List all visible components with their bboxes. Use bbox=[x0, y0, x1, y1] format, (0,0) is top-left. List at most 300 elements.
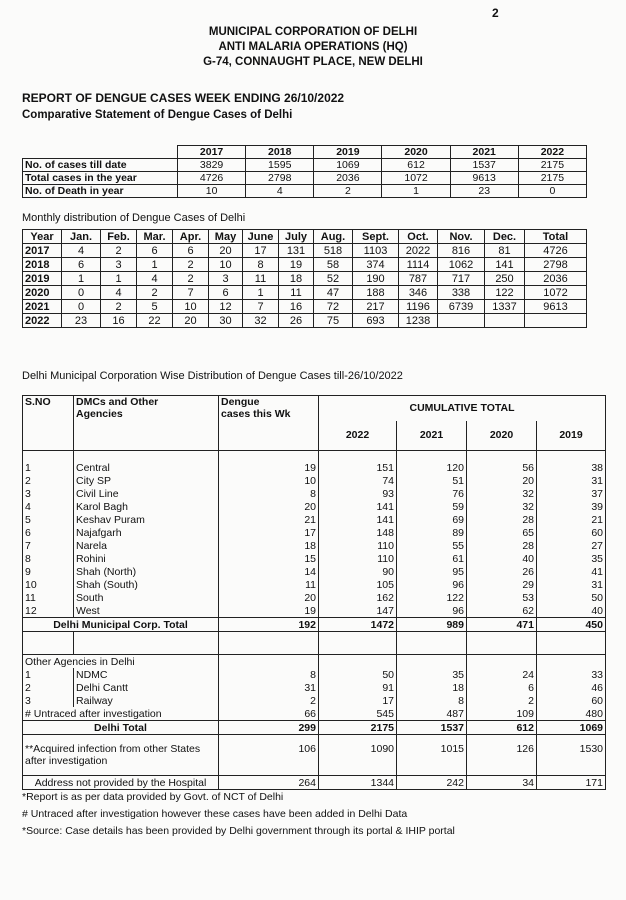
table-cell: 89 bbox=[397, 526, 467, 539]
month-header: Oct. bbox=[399, 230, 438, 244]
table-cell: 19 bbox=[219, 604, 319, 618]
comparative-table bbox=[22, 145, 587, 198]
agency-name: Shah (North) bbox=[74, 565, 219, 578]
row-label: Delhi Total bbox=[23, 721, 219, 735]
table-cell: 2798 bbox=[525, 258, 587, 272]
year-header: 2022 bbox=[319, 421, 397, 451]
agency-name: Railway bbox=[74, 694, 219, 707]
table-cell: 0 bbox=[62, 286, 101, 300]
table-cell: 20 bbox=[467, 474, 537, 487]
table-cell: 0 bbox=[518, 185, 586, 198]
table-cell: 35 bbox=[537, 552, 606, 565]
monthly-title: Monthly distribution of Dengue Cases of Delhi bbox=[22, 212, 246, 224]
row-label: No. of Death in year bbox=[23, 185, 178, 198]
table-cell: 96 bbox=[397, 604, 467, 618]
table-cell: 38 bbox=[537, 461, 606, 474]
table-cell: 148 bbox=[319, 526, 397, 539]
table-cell: 471 bbox=[467, 618, 537, 632]
table-cell: 20 bbox=[219, 500, 319, 513]
table-cell: 66 bbox=[219, 707, 319, 721]
table-cell: 4 bbox=[101, 286, 137, 300]
table-cell: 6 bbox=[23, 526, 74, 539]
week-cases-header: Dengue cases this Wk bbox=[219, 396, 319, 451]
table-cell: 1103 bbox=[353, 244, 399, 258]
table-cell: 4726 bbox=[178, 172, 246, 185]
table-cell: 192 bbox=[219, 618, 319, 632]
month-header: July bbox=[279, 230, 314, 244]
table-cell: 2 bbox=[101, 300, 137, 314]
table-cell: 18 bbox=[397, 681, 467, 694]
year-header: 2018 bbox=[246, 146, 314, 159]
table-cell: 93 bbox=[319, 487, 397, 500]
table-cell: 2 bbox=[219, 694, 319, 707]
empty-cell bbox=[397, 655, 467, 669]
month-header: Dec. bbox=[485, 230, 525, 244]
table-cell: 1238 bbox=[399, 314, 438, 328]
table-cell: 8 bbox=[219, 668, 319, 681]
table-cell: 717 bbox=[438, 272, 485, 286]
table-cell: 69 bbox=[397, 513, 467, 526]
monthly-row bbox=[23, 272, 587, 286]
table-cell: 126 bbox=[467, 735, 537, 776]
table-cell: 31 bbox=[537, 474, 606, 487]
table-cell: 20 bbox=[173, 314, 209, 328]
empty-cell bbox=[537, 451, 606, 462]
table-cell: 23 bbox=[62, 314, 101, 328]
table-cell: 106 bbox=[219, 735, 319, 776]
table-cell: 16 bbox=[279, 300, 314, 314]
comparative-row bbox=[23, 159, 587, 172]
table-cell: 2798 bbox=[246, 172, 314, 185]
table-cell: 53 bbox=[467, 591, 537, 604]
dmc-header: DMCs and Other Agencies bbox=[74, 396, 219, 451]
footnotes bbox=[22, 791, 455, 842]
monthly-row bbox=[23, 314, 587, 328]
table-cell: 2 bbox=[23, 681, 74, 694]
monthly-row bbox=[23, 300, 587, 314]
table-row bbox=[23, 578, 606, 591]
table-row bbox=[23, 681, 606, 694]
table-cell: 1072 bbox=[382, 172, 450, 185]
table-cell: 10 bbox=[178, 185, 246, 198]
agency-name: Civil Line bbox=[74, 487, 219, 500]
table-cell: 1 bbox=[382, 185, 450, 198]
table-cell: 76 bbox=[397, 487, 467, 500]
table-cell: 20 bbox=[219, 591, 319, 604]
acquired-row bbox=[23, 735, 606, 776]
table-cell: 1537 bbox=[450, 159, 518, 172]
table-row bbox=[23, 474, 606, 487]
year-header: 2019 bbox=[314, 146, 382, 159]
table-cell: 141 bbox=[485, 258, 525, 272]
table-cell: 3829 bbox=[178, 159, 246, 172]
table-cell: 693 bbox=[353, 314, 399, 328]
table-cell: 22 bbox=[137, 314, 173, 328]
table-cell: 1114 bbox=[399, 258, 438, 272]
table-row bbox=[23, 604, 606, 618]
table-cell: 188 bbox=[353, 286, 399, 300]
comparative-title: Comparative Statement of Dengue Cases of Delhi bbox=[22, 109, 293, 121]
table-cell: 35 bbox=[397, 668, 467, 681]
table-cell: 1069 bbox=[537, 721, 606, 735]
table-cell: 91 bbox=[319, 681, 397, 694]
table-cell: 23 bbox=[450, 185, 518, 198]
table-cell: 2 bbox=[173, 272, 209, 286]
table-cell: 109 bbox=[467, 707, 537, 721]
table-cell bbox=[438, 314, 485, 328]
table-cell: 75 bbox=[314, 314, 353, 328]
agency-name: Rohini bbox=[74, 552, 219, 565]
table-cell: 6 bbox=[173, 244, 209, 258]
row-label: Total cases in the year bbox=[23, 172, 178, 185]
table-cell: 31 bbox=[219, 681, 319, 694]
table-cell: 2 bbox=[137, 286, 173, 300]
table-cell: 12 bbox=[209, 300, 243, 314]
table-cell: 72 bbox=[314, 300, 353, 314]
table-cell: 2175 bbox=[319, 721, 397, 735]
month-header: June bbox=[243, 230, 279, 244]
table-cell: 2 bbox=[101, 244, 137, 258]
table-cell: 141 bbox=[319, 513, 397, 526]
table-cell: 65 bbox=[467, 526, 537, 539]
monthly-row bbox=[23, 258, 587, 272]
table-row bbox=[23, 539, 606, 552]
agency-name: Shah (South) bbox=[74, 578, 219, 591]
month-header: Jan. bbox=[62, 230, 101, 244]
table-row bbox=[23, 461, 606, 474]
table-cell: 1072 bbox=[525, 286, 587, 300]
untraced-row bbox=[23, 707, 606, 721]
table-cell: 32 bbox=[467, 500, 537, 513]
table-cell: 60 bbox=[537, 694, 606, 707]
empty-cell bbox=[219, 655, 319, 669]
empty-cell bbox=[397, 451, 467, 462]
table-cell: 52 bbox=[314, 272, 353, 286]
year-label: 2018 bbox=[23, 258, 62, 272]
table-cell: 74 bbox=[319, 474, 397, 487]
table-cell: 4 bbox=[62, 244, 101, 258]
table-cell: 14 bbox=[219, 565, 319, 578]
agency-name: Keshav Puram bbox=[74, 513, 219, 526]
table-cell: 518 bbox=[314, 244, 353, 258]
table-cell: 2 bbox=[314, 185, 382, 198]
table-cell: 2175 bbox=[518, 172, 586, 185]
table-cell: 10 bbox=[219, 474, 319, 487]
empty-cell bbox=[467, 655, 537, 669]
table-cell: 3 bbox=[209, 272, 243, 286]
table-cell: 1 bbox=[137, 258, 173, 272]
comparative-row bbox=[23, 172, 587, 185]
table-cell: 37 bbox=[537, 487, 606, 500]
empty-cell bbox=[319, 632, 397, 655]
table-cell: 816 bbox=[438, 244, 485, 258]
monthly-table bbox=[22, 229, 587, 328]
month-header: Nov. bbox=[438, 230, 485, 244]
table-cell: 2175 bbox=[518, 159, 586, 172]
table-cell: 2 bbox=[467, 694, 537, 707]
table-cell: 1472 bbox=[319, 618, 397, 632]
table-cell: 19 bbox=[219, 461, 319, 474]
table-cell: 7 bbox=[23, 539, 74, 552]
agency-name: Delhi Cantt bbox=[74, 681, 219, 694]
table-cell: 1069 bbox=[314, 159, 382, 172]
year-header: 2017 bbox=[178, 146, 246, 159]
table-cell: 487 bbox=[397, 707, 467, 721]
comparative-row bbox=[23, 185, 587, 198]
year-header: 2019 bbox=[537, 421, 606, 451]
month-header: Apr. bbox=[173, 230, 209, 244]
table-cell: 8 bbox=[23, 552, 74, 565]
empty-cell bbox=[537, 632, 606, 655]
acquired-label-line: after investigation bbox=[25, 755, 108, 767]
table-cell: 61 bbox=[397, 552, 467, 565]
table-cell: 8 bbox=[243, 258, 279, 272]
table-cell: 6 bbox=[137, 244, 173, 258]
header-org: MUNICIPAL CORPORATION OF DELHI bbox=[208, 26, 418, 38]
dmc-table bbox=[22, 395, 606, 790]
table-cell: 11 bbox=[243, 272, 279, 286]
table-cell: 299 bbox=[219, 721, 319, 735]
table-cell: 4 bbox=[246, 185, 314, 198]
table-cell: 1 bbox=[243, 286, 279, 300]
table-cell: 6 bbox=[467, 681, 537, 694]
dmc-header-row bbox=[23, 396, 606, 421]
month-header: Year bbox=[23, 230, 62, 244]
acquired-label-line: **Acquired infection from other States bbox=[25, 743, 201, 755]
month-header: May bbox=[209, 230, 243, 244]
table-cell: 9613 bbox=[450, 172, 518, 185]
table-cell: 34 bbox=[467, 776, 537, 790]
agency-name: Central bbox=[74, 461, 219, 474]
table-cell: 18 bbox=[219, 539, 319, 552]
monthly-row bbox=[23, 286, 587, 300]
empty-cell bbox=[319, 655, 397, 669]
table-cell: 0 bbox=[62, 300, 101, 314]
table-cell: 105 bbox=[319, 578, 397, 591]
table-cell: 1 bbox=[62, 272, 101, 286]
table-cell: 17 bbox=[243, 244, 279, 258]
table-cell: 171 bbox=[537, 776, 606, 790]
row-label: # Untraced after investigation bbox=[23, 707, 219, 721]
agency-name: West bbox=[74, 604, 219, 618]
dmc-title: Delhi Municipal Corporation Wise Distribution of Dengue Cases till-26/10/2022 bbox=[22, 370, 403, 382]
row-label: No. of cases till date bbox=[23, 159, 178, 172]
table-cell: 26 bbox=[279, 314, 314, 328]
table-cell: 110 bbox=[319, 539, 397, 552]
table-cell: 242 bbox=[397, 776, 467, 790]
other-agencies-title-row bbox=[23, 655, 606, 669]
empty-cell bbox=[74, 451, 219, 462]
table-cell: 18 bbox=[279, 272, 314, 286]
table-cell: 12 bbox=[23, 604, 74, 618]
table-row bbox=[23, 694, 606, 707]
table-cell: 2 bbox=[173, 258, 209, 272]
table-cell: 264 bbox=[219, 776, 319, 790]
table-cell: 5 bbox=[23, 513, 74, 526]
table-cell: 1 bbox=[23, 461, 74, 474]
table-cell: 374 bbox=[353, 258, 399, 272]
table-cell: 141 bbox=[319, 500, 397, 513]
table-cell: 1 bbox=[23, 668, 74, 681]
table-cell: 2036 bbox=[314, 172, 382, 185]
empty-cell bbox=[397, 632, 467, 655]
table-cell: 131 bbox=[279, 244, 314, 258]
year-label: 2017 bbox=[23, 244, 62, 258]
table-cell: 545 bbox=[319, 707, 397, 721]
table-cell: 47 bbox=[314, 286, 353, 300]
agency-name: Karol Bagh bbox=[74, 500, 219, 513]
table-cell: 480 bbox=[537, 707, 606, 721]
cumulative-header: CUMULATIVE TOTAL bbox=[319, 396, 606, 421]
table-cell: 346 bbox=[399, 286, 438, 300]
table-row bbox=[23, 668, 606, 681]
table-cell: 28 bbox=[467, 539, 537, 552]
agency-name: City SP bbox=[74, 474, 219, 487]
year-header: 2021 bbox=[450, 146, 518, 159]
header-address: G-74, CONNAUGHT PLACE, NEW DELHI bbox=[203, 56, 423, 68]
table-cell: 15 bbox=[219, 552, 319, 565]
empty-cell bbox=[219, 632, 319, 655]
empty-cell bbox=[319, 451, 397, 462]
table-cell: 16 bbox=[101, 314, 137, 328]
table-cell: 11 bbox=[219, 578, 319, 591]
address-row bbox=[23, 776, 606, 790]
table-cell: 147 bbox=[319, 604, 397, 618]
table-cell: 3 bbox=[23, 487, 74, 500]
table-cell: 4 bbox=[137, 272, 173, 286]
table-cell: 6739 bbox=[438, 300, 485, 314]
table-cell: 17 bbox=[219, 526, 319, 539]
table-cell: 9613 bbox=[525, 300, 587, 314]
table-cell: 1530 bbox=[537, 735, 606, 776]
year-label: 2021 bbox=[23, 300, 62, 314]
agency-name: Najafgarh bbox=[74, 526, 219, 539]
table-cell: 96 bbox=[397, 578, 467, 591]
table-cell: 56 bbox=[467, 461, 537, 474]
month-header: Aug. bbox=[314, 230, 353, 244]
footnote: *Report is as per data provided by Govt. of NCT of Delhi bbox=[22, 791, 284, 803]
table-cell: 7 bbox=[243, 300, 279, 314]
table-cell: 62 bbox=[467, 604, 537, 618]
table-cell bbox=[525, 314, 587, 328]
table-cell: 122 bbox=[397, 591, 467, 604]
table-cell: 11 bbox=[23, 591, 74, 604]
table-cell: 8 bbox=[219, 487, 319, 500]
row-label: Other Agencies in Delhi bbox=[23, 655, 219, 669]
table-row bbox=[23, 500, 606, 513]
table-cell: 1015 bbox=[397, 735, 467, 776]
table-cell: 9 bbox=[23, 565, 74, 578]
table-cell: 1090 bbox=[319, 735, 397, 776]
table-cell: 26 bbox=[467, 565, 537, 578]
empty-cell bbox=[23, 632, 74, 655]
table-cell: 50 bbox=[537, 591, 606, 604]
table-cell: 1062 bbox=[438, 258, 485, 272]
month-header: Mar. bbox=[137, 230, 173, 244]
monthly-row bbox=[23, 244, 587, 258]
table-cell: 55 bbox=[397, 539, 467, 552]
table-cell: 5 bbox=[137, 300, 173, 314]
table-cell: 81 bbox=[485, 244, 525, 258]
month-header: Sept. bbox=[353, 230, 399, 244]
table-cell: 33 bbox=[537, 668, 606, 681]
spacer-row bbox=[23, 451, 606, 462]
table-cell: 122 bbox=[485, 286, 525, 300]
table-cell: 1 bbox=[101, 272, 137, 286]
table-cell: 19 bbox=[279, 258, 314, 272]
table-row bbox=[23, 552, 606, 565]
spacer-row bbox=[23, 632, 606, 655]
table-cell: 4726 bbox=[525, 244, 587, 258]
delhi-total-row bbox=[23, 721, 606, 735]
table-cell: 39 bbox=[537, 500, 606, 513]
table-cell: 20 bbox=[209, 244, 243, 258]
table-cell: 4 bbox=[23, 500, 74, 513]
year-header: 2020 bbox=[467, 421, 537, 451]
agency-name: NDMC bbox=[74, 668, 219, 681]
table-cell: 2036 bbox=[525, 272, 587, 286]
table-cell: 30 bbox=[209, 314, 243, 328]
monthly-header-row bbox=[23, 230, 587, 244]
table-cell: 338 bbox=[438, 286, 485, 300]
table-cell: 58 bbox=[314, 258, 353, 272]
table-cell: 17 bbox=[319, 694, 397, 707]
table-cell: 41 bbox=[537, 565, 606, 578]
empty-cell bbox=[467, 632, 537, 655]
table-cell: 250 bbox=[485, 272, 525, 286]
sno-header: S.NO bbox=[23, 396, 74, 451]
table-row bbox=[23, 565, 606, 578]
table-cell: 1595 bbox=[246, 159, 314, 172]
table-cell: 8 bbox=[397, 694, 467, 707]
table-cell: 21 bbox=[219, 513, 319, 526]
corner-cell bbox=[23, 146, 178, 159]
table-row bbox=[23, 591, 606, 604]
year-label: 2022 bbox=[23, 314, 62, 328]
table-cell: 1337 bbox=[485, 300, 525, 314]
table-cell: 989 bbox=[397, 618, 467, 632]
row-label bbox=[23, 735, 219, 776]
table-cell: 1537 bbox=[397, 721, 467, 735]
footnote: *Source: Case details has been provided by Delhi government through its portal & IHIP portal bbox=[22, 825, 455, 837]
empty-cell bbox=[467, 451, 537, 462]
table-cell: 1344 bbox=[319, 776, 397, 790]
table-cell: 60 bbox=[537, 526, 606, 539]
table-cell: 28 bbox=[467, 513, 537, 526]
table-cell: 50 bbox=[319, 668, 397, 681]
footnote: # Untraced after investigation however these cases have been added in Delhi Data bbox=[22, 808, 408, 820]
agency-name: South bbox=[74, 591, 219, 604]
table-cell: 612 bbox=[467, 721, 537, 735]
row-label: Delhi Municipal Corp. Total bbox=[23, 618, 219, 632]
table-cell: 162 bbox=[319, 591, 397, 604]
year-header: 2020 bbox=[382, 146, 450, 159]
table-cell: 2 bbox=[23, 474, 74, 487]
table-cell: 24 bbox=[467, 668, 537, 681]
table-cell: 51 bbox=[397, 474, 467, 487]
agency-name: Narela bbox=[74, 539, 219, 552]
table-cell: 46 bbox=[537, 681, 606, 694]
year-label: 2019 bbox=[23, 272, 62, 286]
table-cell: 40 bbox=[537, 604, 606, 618]
table-cell: 6 bbox=[209, 286, 243, 300]
table-cell: 59 bbox=[397, 500, 467, 513]
table-cell: 6 bbox=[62, 258, 101, 272]
table-cell: 10 bbox=[209, 258, 243, 272]
year-header: 2021 bbox=[397, 421, 467, 451]
table-cell: 787 bbox=[399, 272, 438, 286]
empty-cell bbox=[23, 451, 74, 462]
